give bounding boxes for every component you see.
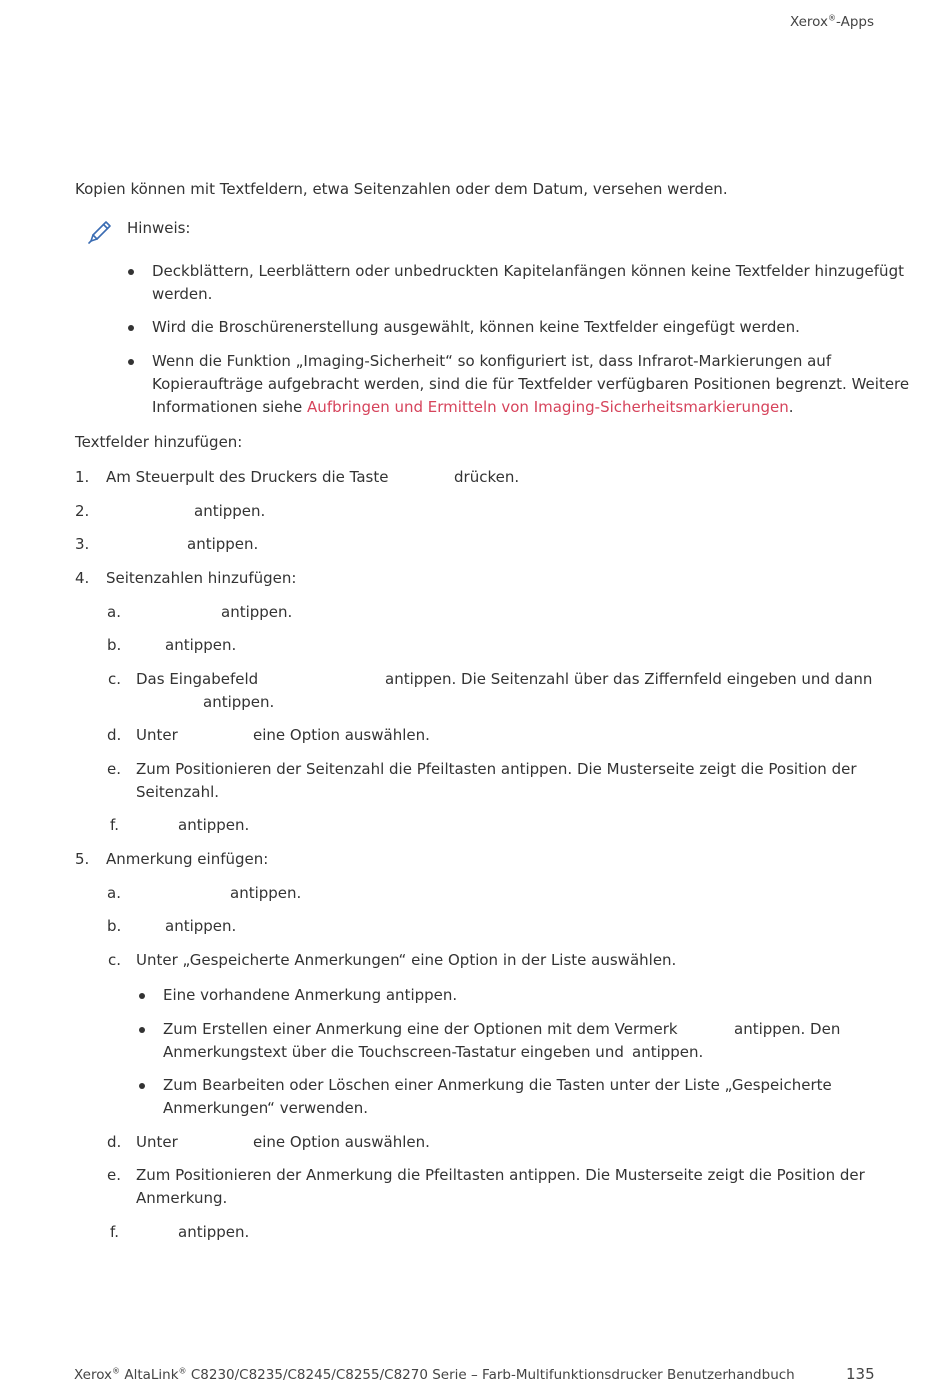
imaging-security-link[interactable]: Aufbringen und Ermitteln von Imaging-Sicherheitsmarkierungen: [307, 398, 789, 416]
step-2-text: antippen.: [194, 502, 266, 520]
substep-letter: b.: [107, 917, 122, 935]
step-5c-bullet-3-line-1: Zum Bearbeiten oder Löschen einer Anmerkung die Tasten unter der Liste „Gespeicherte: [163, 1076, 832, 1094]
step-5d-text-b: eine Option auswählen.: [253, 1133, 430, 1151]
substep-letter: e.: [107, 1166, 121, 1184]
substep-letter: c.: [108, 951, 122, 969]
section-heading: Textfelder hinzufügen:: [75, 433, 243, 451]
note-item-3-line-3: Informationen siehe Aufbringen und Ermitteln von Imaging-Sicherheitsmarkierungen.: [152, 398, 794, 416]
step-4c-text-a: Das Eingabefeld: [136, 670, 259, 688]
step-4e-line-1: Zum Positionieren der Seitenzahl die Pfeiltasten antippen. Die Musterseite zeigt die Position der: [136, 760, 857, 778]
substep-letter: f.: [110, 1223, 119, 1241]
step-1-text-a: Am Steuerpult des Druckers die Taste: [106, 468, 389, 486]
note-item-1-line-1: Deckblättern, Leerblättern oder unbedruckten Kapitelanfängen können keine Textfelder hinzugefügt: [152, 262, 904, 280]
substep-letter: b.: [107, 636, 122, 654]
bullet-marker: [128, 325, 134, 331]
step-5c-bullet-1: Eine vorhandene Anmerkung antippen.: [163, 986, 458, 1004]
step-5e-line-1: Zum Positionieren der Anmerkung die Pfeiltasten antippen. Die Musterseite zeigt die Position der: [136, 1166, 865, 1184]
step-5f-text: antippen.: [178, 1223, 250, 1241]
pencil-icon: [86, 218, 114, 246]
step-4-text: Seitenzahlen hinzufügen:: [106, 569, 297, 587]
step-5c-bullet-2-line-2a: Anmerkungstext über die Touchscreen-Tastatur eingeben und: [163, 1043, 624, 1061]
step-5d-text-a: Unter: [136, 1133, 178, 1151]
substep-letter: d.: [107, 726, 122, 744]
step-4d-text-a: Unter: [136, 726, 178, 744]
bullet-marker: [128, 269, 134, 275]
step-number: 3.: [75, 535, 90, 553]
step-5c-text: Unter „Gespeicherte Anmerkungen“ eine Option in der Liste auswählen.: [136, 951, 677, 969]
step-4f-text: antippen.: [178, 816, 250, 834]
running-footer: Xerox® AltaLink® C8230/C8235/C8245/C8255/C8270 Serie – Farb-Multifunktionsdrucker Benutzerhandbuch: [74, 1366, 795, 1383]
step-1-text-b: drücken.: [454, 468, 520, 486]
step-5a-text: antippen.: [230, 884, 302, 902]
bullet-marker: [139, 993, 145, 999]
step-4a-text: antippen.: [221, 603, 293, 621]
note-item-3-line-2: Kopieraufträge aufgebracht werden, sind die für Textfelder verfügbaren Positionen begrenzt. Weitere: [152, 375, 910, 393]
step-5b-text: antippen.: [165, 917, 237, 935]
note-label: Hinweis:: [127, 219, 191, 237]
step-5c-bullet-2-line-1b: antippen. Den: [734, 1020, 841, 1038]
bullet-marker: [128, 359, 134, 365]
step-5c-bullet-3-line-2: Anmerkungen“ verwenden.: [163, 1099, 369, 1117]
step-3-text: antippen.: [187, 535, 259, 553]
step-4c-text-c: antippen.: [203, 693, 275, 711]
step-number: 2.: [75, 502, 90, 520]
step-4e-line-2: Seitenzahl.: [136, 783, 220, 801]
note-item-1-line-2: werden.: [152, 285, 213, 303]
step-5e-line-2: Anmerkung.: [136, 1189, 228, 1207]
substep-letter: d.: [107, 1133, 122, 1151]
substep-letter: e.: [107, 760, 121, 778]
step-5c-bullet-2-line-1a: Zum Erstellen einer Anmerkung eine der Optionen mit dem Vermerk: [163, 1020, 678, 1038]
substep-letter: c.: [108, 670, 122, 688]
page-number: 135: [846, 1365, 875, 1383]
step-4b-text: antippen.: [165, 636, 237, 654]
note-item-3-line-1: Wenn die Funktion „Imaging-Sicherheit“ so konfiguriert ist, dass Infrarot-Markierungen auf: [152, 352, 832, 370]
substep-letter: a.: [107, 884, 121, 902]
running-header: Xerox®-Apps: [789, 13, 874, 30]
step-4d-text-b: eine Option auswählen.: [253, 726, 430, 744]
step-number: 4.: [75, 569, 90, 587]
substep-letter: a.: [107, 603, 121, 621]
substep-letter: f.: [110, 816, 119, 834]
note-item-2-line-1: Wird die Broschürenerstellung ausgewählt, können keine Textfelder eingefügt werden.: [152, 318, 800, 336]
step-number: 5.: [75, 850, 90, 868]
bullet-marker: [139, 1083, 145, 1089]
intro-paragraph: Kopien können mit Textfeldern, etwa Seitenzahlen oder dem Datum, versehen werden.: [75, 180, 728, 198]
step-5-text: Anmerkung einfügen:: [106, 850, 269, 868]
step-4c-text-b: antippen. Die Seitenzahl über das Ziffernfeld eingeben und dann: [385, 670, 873, 688]
step-number: 1.: [75, 468, 90, 486]
step-5c-bullet-2-line-2b: antippen.: [632, 1043, 704, 1061]
bullet-marker: [139, 1027, 145, 1033]
